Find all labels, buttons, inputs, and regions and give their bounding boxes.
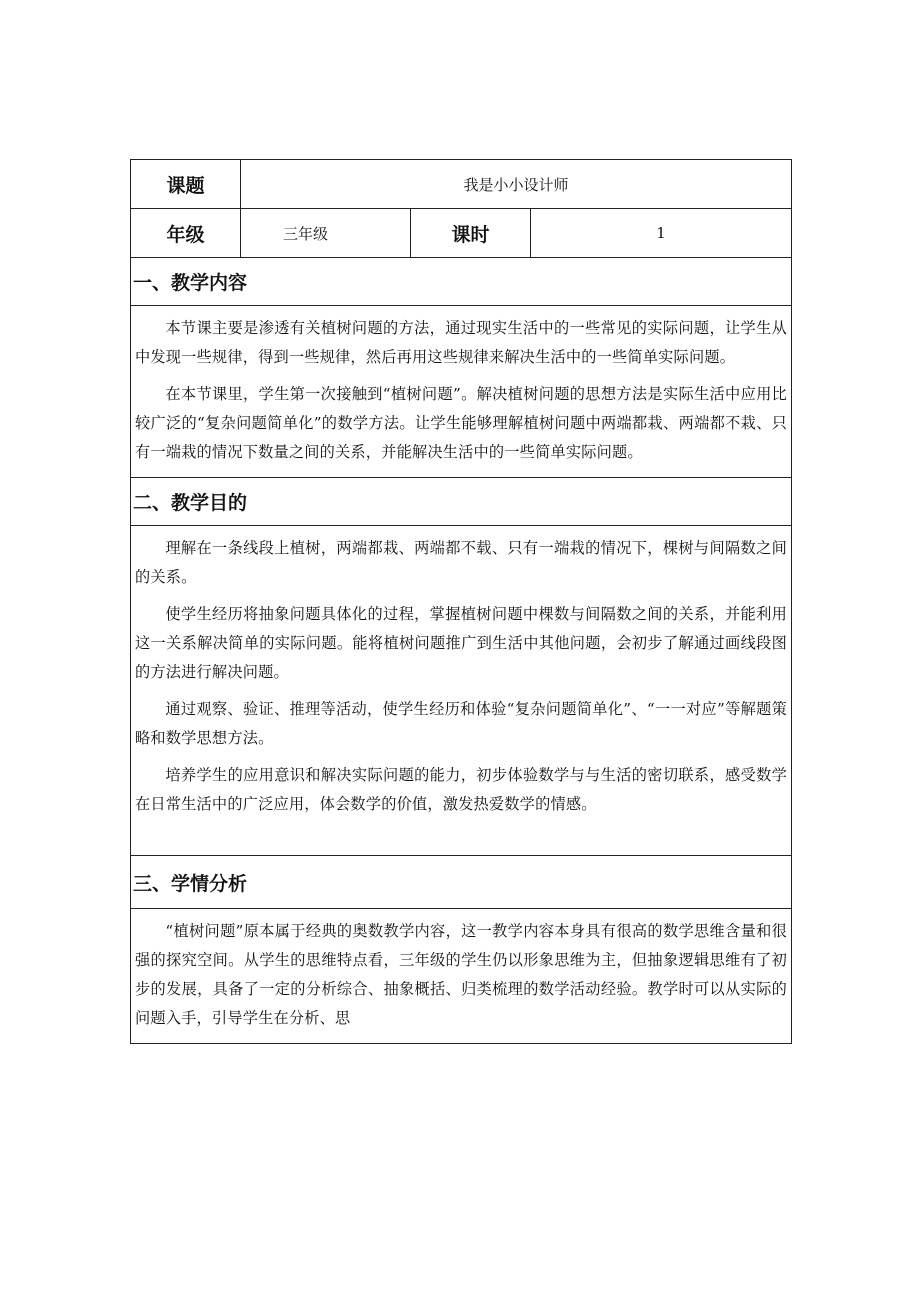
grade-label: 年级 [131, 209, 241, 258]
period-label: 课时 [411, 209, 531, 258]
content-body-row [131, 306, 792, 478]
lesson-plan-table [130, 159, 792, 1044]
grade-row [131, 209, 792, 258]
content-paragraph: 在本节课里，学生第一次接触到“植树问题”。解决植树问题的思想方法是实际生活中应用比较广泛的“复杂问题简单化”的数学方法。让学生能够理解植树问题中两端都栽、两端都不栽、只有一端栽的情况下数量之间的关系，并能解决生活中的一些简单实际问题。 [135, 385, 788, 461]
goals-heading-row [131, 478, 792, 526]
topic-value: 我是小小设计师 [241, 160, 792, 209]
goals-body-row [131, 526, 792, 856]
goals-paragraph: 理解在一条线段上植树，两端都栽、两端都不载、只有一端栽的情况下，棵树与间隔数之间的关系。 [135, 539, 788, 586]
goals-body [131, 526, 792, 856]
goals-paragraph: 通过观察、验证、推理等活动，使学生经历和体验“复杂问题简单化”、“一一对应”等解题策略和数学思想方法。 [135, 700, 788, 747]
goals-paragraph: 使学生经历将抽象问题具体化的过程，掌握植树问题中棵数与间隔数之间的关系，并能利用这一关系解决简单的实际问题。能将植树问题推广到生活中其他问题，会初步了解通过画线段图的方法进行解决问题。 [135, 605, 788, 681]
content-paragraph: 本节课主要是渗透有关植树问题的方法，通过现实生活中的一些常见的实际问题，让学生从中发现一些规律，得到一些规律，然后再用这些规律来解决生活中的一些简单实际问题。 [135, 319, 788, 366]
goals-heading: 二、教学目的 [131, 478, 792, 526]
analysis-body-row [131, 909, 792, 1044]
grade-value: 三年级 [241, 209, 411, 258]
content-heading-row [131, 258, 792, 306]
period-value: 1 [531, 209, 792, 258]
analysis-body [131, 909, 792, 1044]
topic-row [131, 160, 792, 209]
analysis-paragraph: “植树问题”原本属于经典的奥数教学内容，这一教学内容本身具有很高的数学思维含量和很强的探究空间。从学生的思维特点看，三年级的学生仍以形象思维为主，但抽象逻辑思维有了初步的发展，具备了一定的分析综合、抽象概括、归类梳理的数学活动经验。教学时可以从实际的问题入手，引导学生在分析、思 [135, 922, 788, 1027]
topic-label: 课题 [131, 160, 241, 209]
goals-paragraph: 培养学生的应用意识和解决实际问题的能力，初步体验数学与与生活的密切联系，感受数学在日常生活中的广泛应用，体会数学的价值，激发热爱数学的情感。 [135, 766, 788, 813]
content-heading: 一、教学内容 [131, 258, 792, 306]
analysis-heading-row [131, 856, 792, 909]
content-body [131, 306, 792, 478]
analysis-heading: 三、学情分析 [131, 856, 792, 909]
